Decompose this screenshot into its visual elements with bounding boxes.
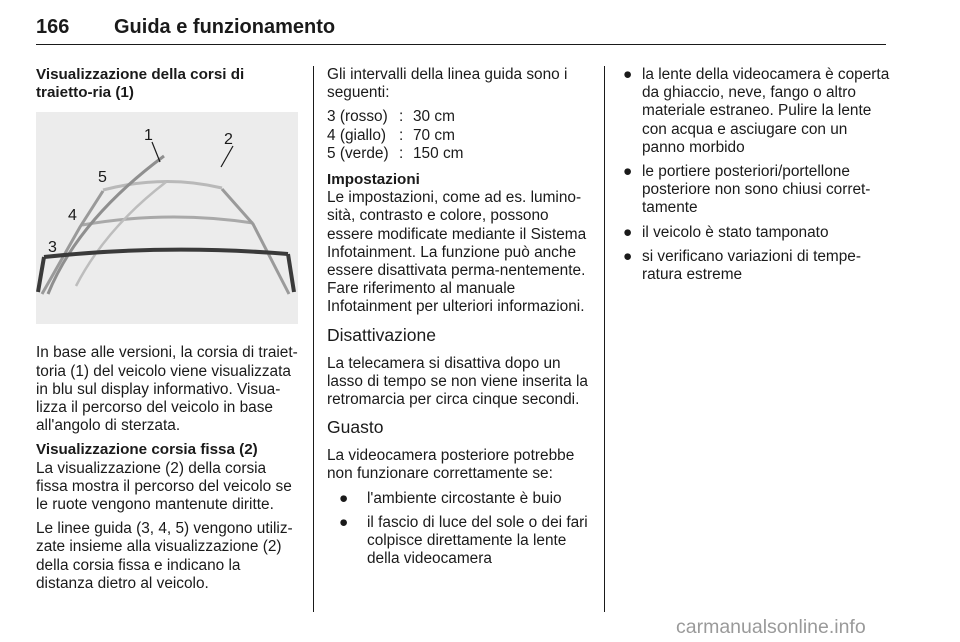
fixed-lane-paragraph: La visualizzazione (2) della corsia fissa mostra il percorso del veicolo se le ruote vengono mantenute diritte. — [36, 459, 292, 514]
list-item-text: il veicolo è stato tamponato — [642, 223, 829, 241]
table-row — [327, 145, 463, 163]
figure-label-3: 3 — [48, 239, 57, 257]
intervals-intro: Gli intervalli della linea guida sono i seguenti: — [327, 66, 568, 102]
figure-label-4: 4 — [68, 207, 77, 225]
distance-value: 150 cm — [413, 144, 464, 162]
deactivation-heading: Disattivazione — [327, 324, 436, 345]
list-item — [618, 224, 890, 242]
list-item-text: si verificano variazioni di tempe-ratura estreme — [642, 247, 861, 284]
bullet-icon: ● — [623, 247, 633, 265]
page-title: Guida e funzionamento — [114, 16, 336, 38]
list-item — [618, 66, 890, 157]
distance-label: 3 (rosso) — [327, 108, 388, 126]
bullet-icon: ● — [623, 163, 633, 181]
page-number: 166 — [36, 16, 70, 38]
watermark: carmanualsonline.info — [676, 616, 866, 638]
table-row — [327, 108, 463, 126]
column-divider — [604, 66, 605, 612]
fault-list-continued — [618, 66, 890, 284]
list-item — [327, 490, 593, 508]
settings-heading: Impostazioni — [327, 171, 420, 189]
figure-label-5: 5 — [98, 169, 107, 187]
guidelines-paragraph: Le linee guida (3, 4, 5) vengono utiliz-zate insieme alla visualizzazione (2) della corsia fissa e indicano la distanza dietro al veicolo. — [36, 520, 293, 592]
distance-value: 70 cm — [413, 126, 455, 144]
trajectory-heading: Visualizzazione della corsi di traietto-ria (1) — [36, 66, 245, 102]
distance-separator: : — [399, 108, 404, 126]
figure-label-2: 2 — [224, 131, 233, 149]
bullet-icon: ● — [623, 223, 633, 241]
distance-label: 4 (giallo) — [327, 126, 387, 144]
fixed-lane-heading: Visualizzazione corsia fissa (2) — [36, 441, 258, 459]
list-item — [327, 514, 593, 569]
list-item-text: le portiere posteriori/portellone posteriore non sono chiusi corret-tamente — [642, 163, 871, 217]
settings-paragraph: Le impostazioni, come ad es. lumino-sità, contrasto e colore, possono essere modificate mediante il Sistema Infotainment. La funzione può anche essere disattivata perma-nentemente. Fare riferimento al manuale Infotainment per ulteriori informazioni. — [327, 189, 587, 316]
trajectory-paragraph: In base alle versioni, la corsia di traiet-toria (1) del veicolo viene visualizzata in blu sul display informativo. Visua-lizza il percorso del veicolo in base all'angolo di sterzata. — [36, 344, 298, 435]
column-divider — [313, 66, 314, 612]
list-item — [618, 163, 890, 218]
table-row — [327, 127, 463, 145]
list-item-text: l'ambiente circostante è buio — [367, 489, 562, 507]
column-right — [618, 66, 890, 290]
figure-label-1: 1 — [144, 127, 153, 145]
fault-heading: Guasto — [327, 417, 384, 438]
column-left — [36, 66, 298, 599]
column-middle — [327, 66, 593, 574]
distance-value: 30 cm — [413, 108, 455, 126]
guideline-distance-table — [327, 108, 463, 163]
rear-camera-guideline-figure — [36, 112, 298, 324]
page-header — [36, 10, 886, 45]
distance-separator: : — [399, 144, 404, 162]
fault-list — [327, 490, 593, 569]
list-item-text: il fascio di luce del sole o dei fari colpisce direttamente la lente della videocamera — [367, 513, 588, 568]
list-item-text: la lente della videocamera è coperta da ghiaccio, neve, fango o altro materiale estraneo. Pulire la lente con acqua e asciugare con un panno morbido — [642, 66, 890, 156]
deactivation-paragraph: La telecamera si disattiva dopo un lasso di tempo se non viene inserita la retromarcia per circa cinque secondi. — [327, 354, 588, 409]
bullet-icon: ● — [339, 513, 349, 531]
list-item — [618, 248, 890, 284]
bullet-icon: ● — [339, 489, 349, 507]
distance-label: 5 (verde) — [327, 144, 389, 162]
fault-paragraph: La videocamera posteriore potrebbe non funzionare correttamente se: — [327, 447, 575, 483]
distance-separator: : — [399, 126, 404, 144]
bullet-icon: ● — [623, 66, 633, 83]
